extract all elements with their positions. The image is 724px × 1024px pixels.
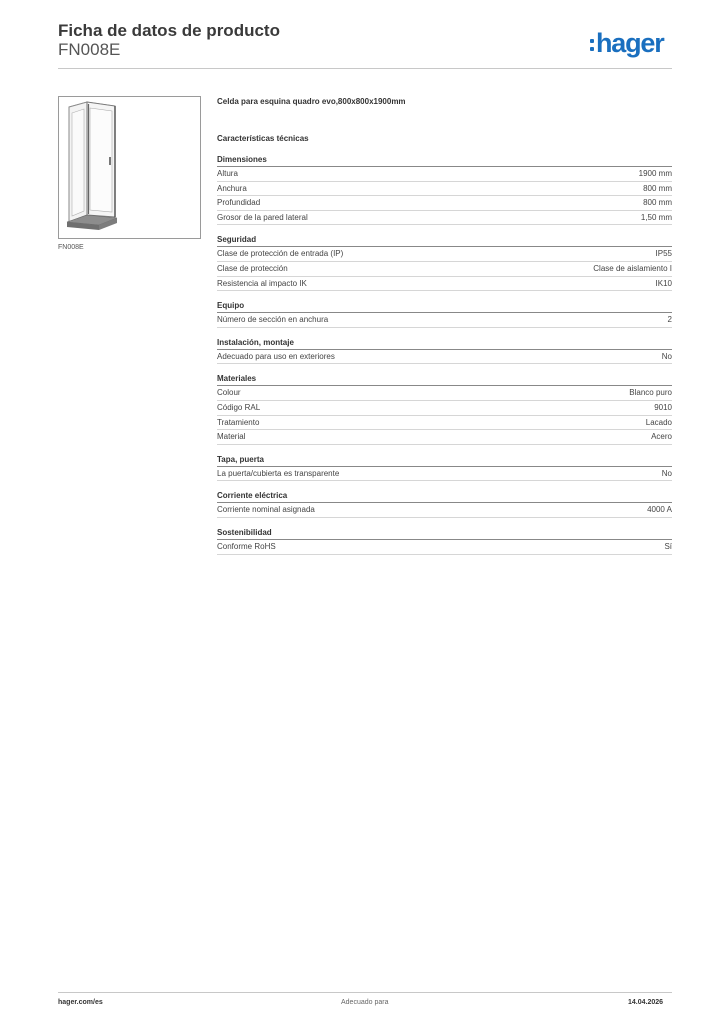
spec-label: Anchura <box>217 183 247 193</box>
footer-website[interactable]: hager.com/es <box>58 999 103 1006</box>
spec-value: 9010 <box>654 402 672 412</box>
spec-label: Material <box>217 432 246 442</box>
section-title: Seguridad <box>217 234 672 247</box>
enclosure-cabinet-icon <box>59 97 200 238</box>
spec-value: Lacado <box>645 417 672 427</box>
spec-row <box>217 401 672 416</box>
spec-label: Grosor de la pared lateral <box>217 212 308 222</box>
section-title: Tapa, puerta <box>217 454 672 467</box>
section-dimensiones <box>217 154 672 225</box>
spec-value: No <box>661 351 672 361</box>
spec-value: 800 mm <box>643 183 672 193</box>
footer-date: 14.04.2026 <box>628 999 664 1006</box>
spec-value: Sí <box>664 541 672 551</box>
section-title: Corriente eléctrica <box>217 490 672 503</box>
spec-row <box>217 467 672 482</box>
spec-row <box>217 386 672 401</box>
spec-value: 1900 mm <box>638 169 672 178</box>
spec-label: La puerta/cubierta es transparente <box>217 468 340 478</box>
spec-value: 1,50 mm <box>640 212 672 222</box>
section-title: Instalación, montaje <box>217 337 672 350</box>
spec-row <box>217 277 672 292</box>
footer-divider <box>58 992 672 993</box>
spec-value: 800 mm <box>643 198 672 208</box>
spec-row <box>217 503 672 518</box>
product-image <box>58 96 201 239</box>
hager-logo <box>590 28 664 58</box>
section-instalacion <box>217 337 672 365</box>
product-description: Celda para esquina quadro evo,800x800x1900mm <box>217 97 406 106</box>
section-equipo <box>217 300 672 328</box>
spec-label: Conforme RoHS <box>217 541 276 551</box>
spec-row <box>217 211 672 226</box>
spec-value: Blanco puro <box>629 388 672 398</box>
spec-row <box>217 262 672 277</box>
spec-value: No <box>661 468 672 478</box>
product-code: FN008E <box>58 40 121 59</box>
header-divider <box>58 68 672 69</box>
section-seguridad <box>217 234 672 291</box>
tech-heading: Características técnicas <box>217 134 309 143</box>
spec-row <box>217 182 672 197</box>
spec-label: Profundidad <box>217 198 261 208</box>
section-materiales <box>217 373 672 444</box>
section-tapa-puerta <box>217 454 672 482</box>
image-caption: FN008E <box>58 244 84 251</box>
spec-label: Número de sección en anchura <box>217 315 329 325</box>
spec-value: 4000 A <box>647 505 672 515</box>
spec-label: Adecuado para uso en exteriores <box>217 351 335 361</box>
spec-value: IP55 <box>655 249 672 259</box>
spec-row <box>217 247 672 262</box>
spec-row <box>217 430 672 445</box>
spec-label: Corriente nominal asignada <box>217 505 315 515</box>
spec-value: IK10 <box>655 278 672 288</box>
section-title: Equipo <box>217 300 672 313</box>
spec-content <box>217 95 672 564</box>
logo-dots-icon <box>590 39 594 51</box>
spec-label: Resistencia al impacto IK <box>217 278 307 288</box>
spec-row <box>217 196 672 211</box>
spec-value: Clase de aislamiento I <box>593 263 672 273</box>
section-title: Materiales <box>217 373 672 386</box>
section-sostenibilidad <box>217 527 672 555</box>
spec-row <box>217 167 672 182</box>
brand-name: hager <box>596 28 664 58</box>
spec-value: Acero <box>651 432 672 442</box>
spec-label: Clase de protección <box>217 263 288 273</box>
spec-label: Altura <box>217 169 238 178</box>
footer-center-text: Adecuado para <box>341 999 389 1006</box>
spec-label: Código RAL <box>217 402 261 412</box>
section-corriente <box>217 490 672 518</box>
spec-label: Clase de protección de entrada (IP) <box>217 249 344 259</box>
spec-row <box>217 313 672 328</box>
spec-row <box>217 350 672 365</box>
page-title: Ficha de datos de producto <box>58 21 280 40</box>
section-title: Sostenibilidad <box>217 527 672 540</box>
spec-row <box>217 540 672 555</box>
spec-label: Tratamiento <box>217 417 260 427</box>
section-title: Dimensiones <box>217 154 672 167</box>
spec-value: 2 <box>667 315 672 325</box>
spec-row <box>217 416 672 431</box>
spec-label: Colour <box>217 388 241 398</box>
